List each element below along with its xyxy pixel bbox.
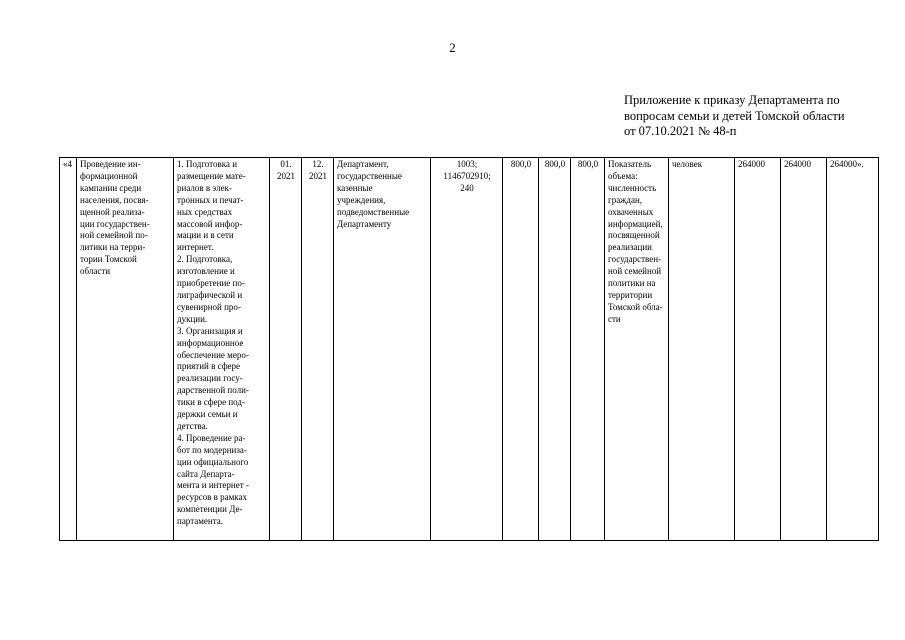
cell-text-line: 4. Проведение ра- [177, 432, 246, 443]
unit-cell: человек [669, 158, 735, 541]
cell-text-line: 2. Подготовка, [177, 254, 233, 265]
cell-text-line: мента и интернет - [177, 480, 249, 491]
cell-text-line: кампании среди [80, 182, 142, 193]
cell-text-line: партамента. [177, 516, 224, 527]
cell-text-line: изготовление и [177, 266, 235, 277]
cell-text-line: дарственной поли- [177, 385, 249, 396]
cell-text-line: лиграфической и [177, 289, 243, 300]
cell-text-line: Департамент, [337, 159, 389, 169]
cell-text-line: 01. [280, 159, 292, 169]
cell-text-line: ции официального [177, 456, 249, 467]
cell-text-line: 1. Подготовка и [177, 159, 238, 169]
appendix-header [624, 93, 876, 140]
end-date-cell [302, 158, 334, 541]
cell-text-line: Проведение ин- [80, 159, 141, 169]
cell-text-line: тории Томской [80, 254, 137, 265]
cell-text-line: объема: [608, 170, 638, 181]
budget-cell: 800,0 [539, 158, 571, 541]
cell-text-line: размещение мате- [177, 170, 246, 181]
cell-text-line: мации и в сети [177, 230, 234, 241]
cell-text-line: реализации [608, 242, 652, 253]
cell-text-line: территории [608, 289, 653, 300]
budget-code-cell [431, 158, 503, 541]
cell-text-line: литики на терри- [80, 242, 146, 253]
cell-text-line: интернет. [177, 242, 214, 253]
cell-text-line: населения, посвя- [80, 194, 149, 205]
cell-text-line: граждан, [608, 194, 643, 205]
cell-text-line: компетенции Де- [177, 504, 243, 515]
cell-text-line: сти [608, 313, 621, 324]
cell-text-line: ции государствен- [80, 218, 150, 229]
cell-text-line: Показатель [608, 159, 652, 169]
cell-text-line: казенные [337, 182, 373, 193]
indicator-value-cell: 264000 [735, 158, 781, 541]
cell-text-line: 2021 [309, 170, 327, 181]
cell-text-line: тронных и печат- [177, 194, 244, 205]
cell-text-line: области [80, 266, 111, 277]
cell-text-line: численность [608, 182, 657, 193]
cell-text-line: массовой инфор- [177, 218, 243, 229]
cell-text-line: держки семьи и [177, 409, 238, 420]
indicator-value-cell: 264000 [781, 158, 827, 541]
cell-text-line: риалов в элек- [177, 182, 232, 193]
indicator-value-cell: 264000». [827, 158, 879, 541]
actions-cell [174, 158, 270, 541]
cell-text-line: 1003; [456, 159, 478, 169]
cell-text-line: формационной [80, 170, 138, 181]
cell-text-line: государствен- [608, 254, 662, 265]
cell-text-line: охваченных [608, 206, 654, 217]
cell-text-line: тики в сфере под- [177, 397, 245, 408]
row-number-cell: «4 [60, 158, 77, 541]
cell-text-line: государственные [337, 170, 402, 181]
cell-text-line: ной семейной [608, 266, 662, 277]
cell-text-line: приобретение по- [177, 278, 245, 289]
cell-text-line: сувенирной про- [177, 301, 241, 312]
cell-text-line: детства. [177, 420, 208, 431]
executor-cell [334, 158, 431, 541]
cell-text-line: подведомственные [337, 206, 410, 217]
cell-text-line: информационное [177, 337, 244, 348]
cell-text-line: щенной реализа- [80, 206, 145, 217]
cell-text-line: ресурсов в рамках [177, 492, 248, 503]
cell-text-line: Томской обла- [608, 301, 663, 312]
cell-text-line: 1146702910; [443, 170, 491, 181]
cell-text-line: 2021 [277, 170, 295, 181]
cell-text-line: бот по модерниза- [177, 444, 247, 455]
cell-text-line: реализации госу- [177, 373, 243, 384]
cell-text-line: обеспечение меро- [177, 349, 249, 360]
cell-text-line: посвященной [608, 230, 660, 241]
table-row [60, 158, 879, 541]
page-number: 2 [449, 40, 456, 55]
cell-text-line: учреждения, [337, 194, 386, 205]
appendix-line: Приложение к приказу Департамента по [624, 93, 840, 107]
cell-text-line: политики на [608, 278, 656, 289]
budget-cell: 800,0 [571, 158, 605, 541]
cell-text-line: 12. [312, 159, 324, 169]
cell-text-line: Департаменту [337, 218, 392, 229]
cell-text-line: сайта Департа- [177, 468, 235, 479]
indicator-cell [605, 158, 669, 541]
cell-text-line: дукции. [177, 313, 208, 324]
appendix-line: вопросам семьи и детей Томской области [624, 108, 845, 123]
start-date-cell [270, 158, 302, 541]
cell-text-line: ных средствах [177, 206, 233, 217]
appendix-line: от 07.10.2021 № 48-п [624, 124, 737, 138]
event-cell [77, 158, 174, 541]
cell-text-line: 3. Организация и [177, 325, 243, 336]
cell-text-line: приятий в сфере [177, 361, 241, 372]
cell-text-line: 240 [460, 182, 474, 193]
budget-cell: 800,0 [503, 158, 539, 541]
cell-text-line: информацией, [608, 218, 663, 229]
measures-table [59, 157, 879, 541]
cell-text-line: ной семейной по- [80, 230, 148, 241]
